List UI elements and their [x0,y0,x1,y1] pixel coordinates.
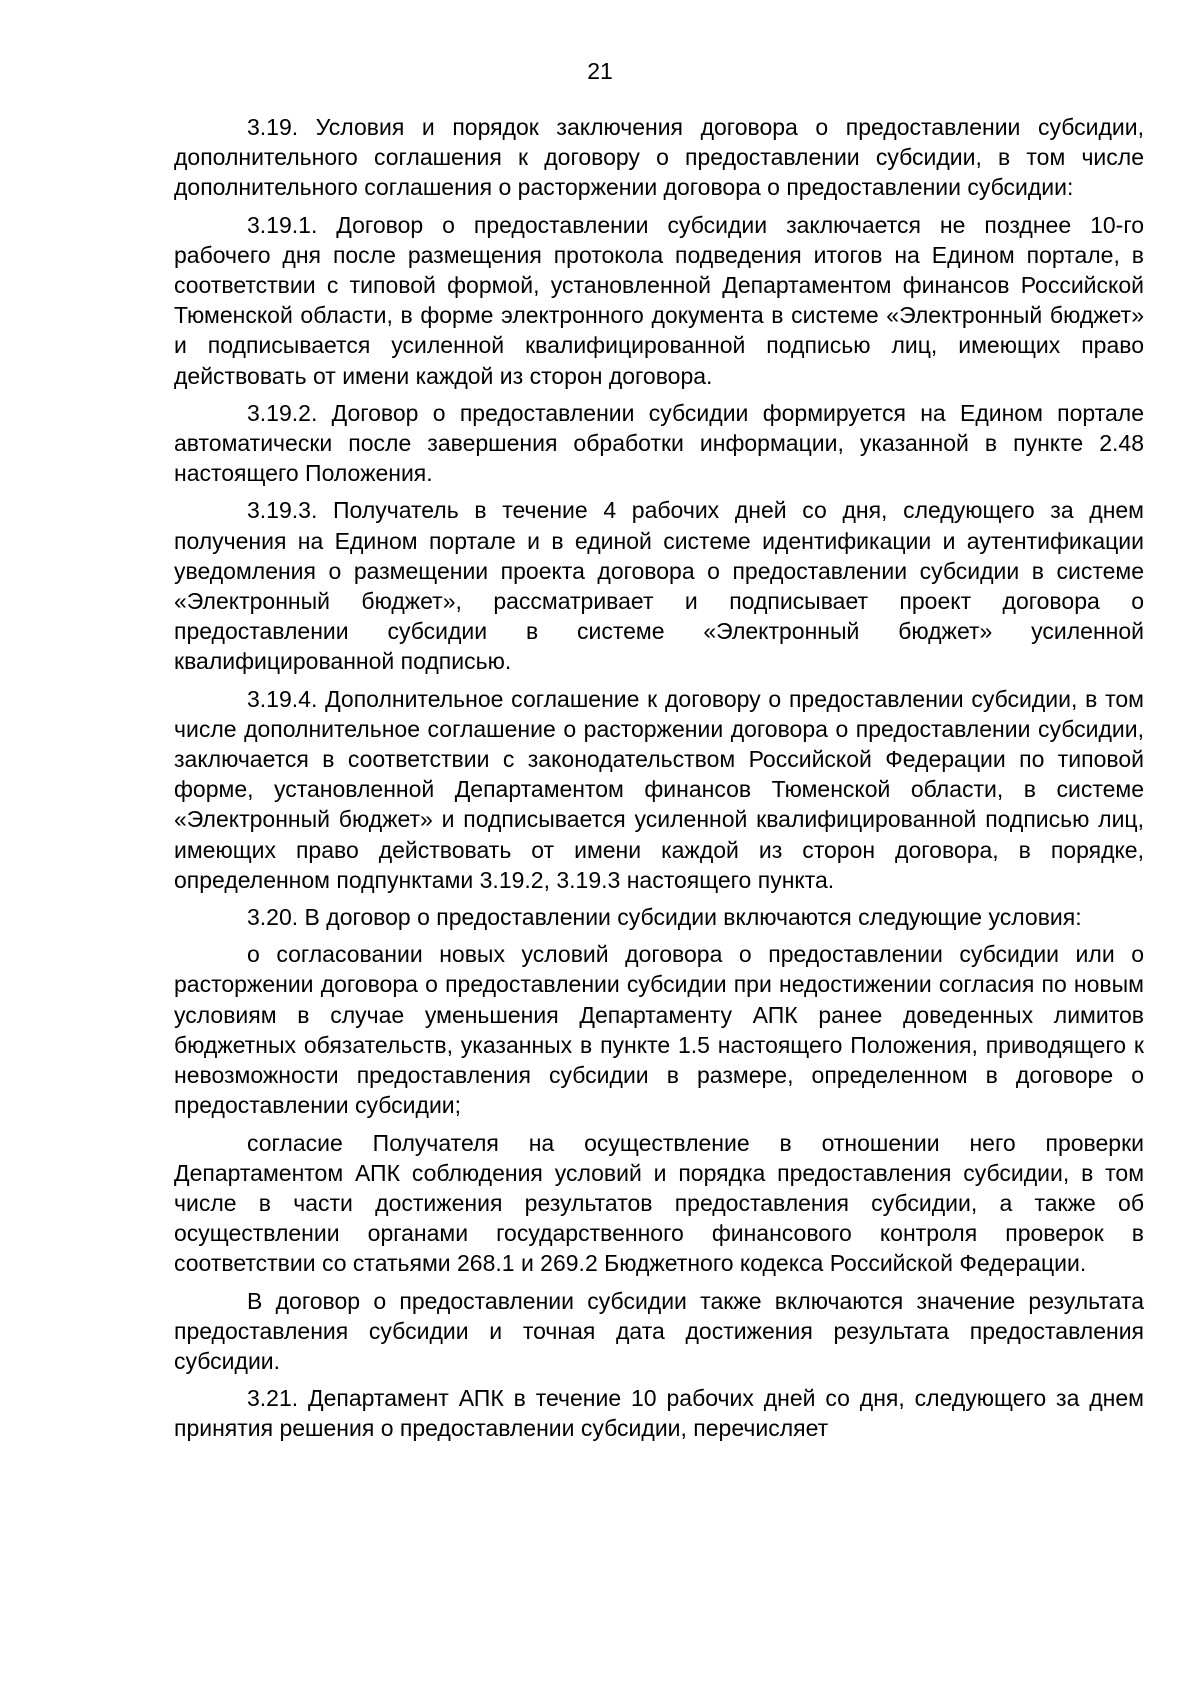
paragraph-3-20: 3.20. В договор о предоставлении субсидии включаются следующие условия: [247,904,1082,931]
page-number: 21 [587,58,613,84]
paragraph-3-19-1: 3.19.1. Договор о предоставлении субсидии заключается не позднее 10-го рабочего дня после размещения протокола подведения итогов на Едином портале, в соответствии с типовой формой, установленной Департаментом финансов Российской Тюменской области, в форме электронного документа в системе «Электронный бюджет» и подписывается усиленной квалифицированной подписью лиц, имеющих право действовать от имени каждой из сторон договора. [174,211,1144,389]
paragraph-3-19-4: 3.19.4. Дополнительное соглашение к договору о предоставлении субсидии, в том числе дополнительное соглашение о расторжении договора о предоставлении субсидии, заключается в соответствии с законодательством Российской Федерации по типовой форме, установленной Департаментом финансов Тюменской области, в системе «Электронный бюджет» и подписывается усиленной квалифицированной подписью лиц, имеющих право действовать от имени каждой из сторон договора, в порядке, определенном подпунктами 3.19.2, 3.19.3 настоящего пункта. [174,685,1144,893]
paragraph-condition-agreement: о согласовании новых условий договора о предоставлении субсидии или о расторжении договора о предоставлении субсидии при недостижении согласия по новым условиям в случае уменьшения Департаменту АПК ранее доведенных лимитов бюджетных обязательств, указанных в пункте 1.5 настоящего Положения, приводящего к невозможности предоставления субсидии в размере, определенном в договоре о предоставлении субсидии; [174,941,1144,1119]
paragraph-3-19-3: 3.19.3. Получатель в течение 4 рабочих дней со дня, следующего за днем получения на Едином портале и в единой системе идентификации и аутентификации уведомления о размещении проекта договора о предоставлении субсидии в системе «Электронный бюджет», рассматривает и подписывает проект договора о предоставлении субсидии в системе «Электронный бюджет» усиленной квалифицированной подписью. [174,497,1144,675]
document-body [174,112,1144,1451]
paragraph-condition-consent: согласие Получателя на осуществление в отношении него проверки Департаментом АПК соблюдения условий и порядка предоставления субсидии, в том числе в части достижения результатов предоставления субсидии, а также об осуществлении органами государственного финансового контроля проверок в соответствии со статьями 268.1 и 269.2 Бюджетного кодекса Российской Федерации. [174,1129,1144,1277]
paragraph-result-value: В договор о предоставлении субсидии также включаются значение результата предоставления субсидии и точная дата достижения результата предоставления субсидии. [174,1287,1144,1374]
paragraph-3-21: 3.21. Департамент АПК в течение 10 рабочих дней со дня, следующего за днем принятия решения о предоставлении субсидии, перечисляет [174,1385,1144,1442]
paragraph-3-19: 3.19. Условия и порядок заключения договора о предоставлении субсидии, дополнительного соглашения к договору о предоставлении субсидии, в том числе дополнительного соглашения о расторжении договора о предоставлении субсидии: [174,114,1144,201]
paragraph-3-19-2: 3.19.2. Договор о предоставлении субсидии формируется на Едином портале автоматически после завершения обработки информации, указанной в пункте 2.48 настоящего Положения. [174,399,1144,487]
